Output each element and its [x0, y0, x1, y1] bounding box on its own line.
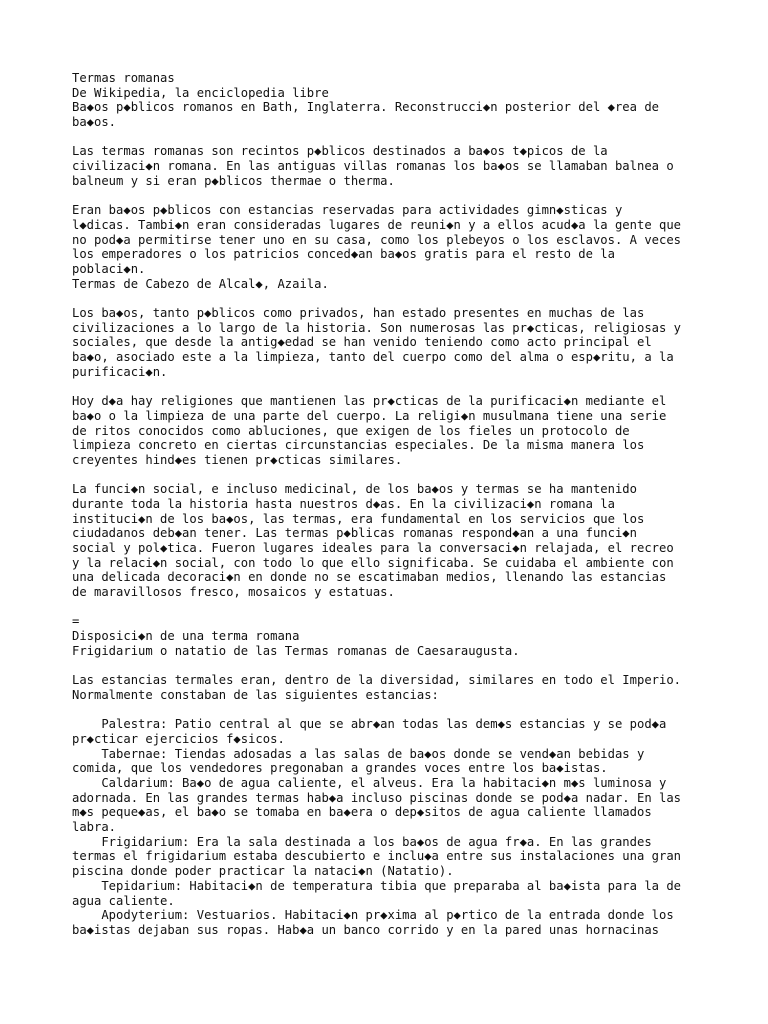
text-line: no pod◆a permitirse tener uno en su casa, como los plebeyos o los esclavos. A veces: [72, 232, 682, 247]
text-line: Caldarium: Ba◆o de agua caliente, el alveus. Era la habitaci◆n m◆s luminosa y: [72, 776, 667, 790]
text-line: Hoy d◆a hay religiones que mantienen las pr◆cticas de la purificaci◆n mediante el: [72, 394, 667, 409]
text-line: ba◆os.: [72, 115, 117, 130]
text-line: Eran ba◆os p◆blicos con estancias reservadas para actividades gimn◆sticas y: [72, 203, 623, 218]
document-page: [72, 71, 712, 938]
text-line: Tepidarium: Habitaci◆n de temperatura tibia que preparaba al ba◆ista para la de: [72, 878, 682, 893]
text-line: limpieza concreto en ciertas circunstancias especiales. De la misma manera los: [72, 438, 645, 453]
text-line: Termas romanas: [72, 71, 175, 85]
text-line: [72, 291, 712, 306]
text-line: ba◆o, asociado este a la limpieza, tanto del cuerpo como del alma o esp◆ritu, a la: [72, 350, 674, 365]
text-line: pr◆cticar ejercicios f◆sicos.: [72, 731, 285, 746]
text-line: l◆dicas. Tambi◆n eran consideradas lugares de reuni◆n y a ellos acud◆a la gente que: [72, 217, 682, 232]
text-line: m◆s peque◆as, el ba◆o se tomaba en ba◆era o dep◆sitos de agua caliente llamados: [72, 805, 652, 820]
text-line: Palestra: Patio central al que se abr◆an todas las dem◆s estancias y se pod◆a: [72, 717, 667, 732]
text-line: poblaci◆n.: [72, 261, 146, 276]
text-line: social y pol◆tica. Fueron lugares ideales para la conversaci◆n relajada, el recreo: [72, 541, 674, 555]
text-line: Disposici◆n de una terma romana: [72, 629, 300, 644]
text-line: [72, 703, 712, 718]
text-line: ba◆istas dejaban sus ropas. Hab◆a un banco corrido y en la pared unas hornacinas: [72, 922, 659, 937]
text-line: purificaci◆n.: [72, 364, 168, 379]
text-line: La funci◆n social, e incluso medicinal, de los ba◆os y termas se ha mantenido: [72, 482, 637, 497]
text-line: [72, 379, 712, 394]
text-line: [72, 468, 712, 483]
text-line: una delicada decoraci◆n en donde no se escatimaban medios, llenando las estancias: [72, 570, 667, 585]
text-line: [72, 130, 712, 145]
text-line: Normalmente constaban de las siguientes estancias:: [72, 687, 439, 702]
text-line: [72, 659, 712, 674]
text-line: adornada. En las grandes termas hab◆a incluso piscinas donde se pod◆a nadar. En las: [72, 790, 682, 805]
text-line: agua caliente.: [72, 893, 175, 908]
text-line: Tabernae: Tiendas adosadas a las salas de ba◆os donde se vend◆an bebidas y: [72, 746, 645, 761]
text-line: De Wikipedia, la enciclopedia libre: [72, 85, 329, 100]
text-line: Apodyterium: Vestuarios. Habitaci◆n pr◆xima al p◆rtico de la entrada donde los: [72, 908, 674, 923]
text-line: ba◆o o la limpieza de una parte del cuerpo. La religi◆n musulmana tiene una serie: [72, 408, 667, 423]
text-line: civilizaci◆n romana. En las antiguas villas romanas los ba◆os se llamaban balnea o: [72, 159, 674, 174]
text-line: los emperadores o los patricios conced◆an ba◆os gratis para el resto de la: [72, 247, 615, 262]
text-line: termas el frigidarium estaba descubierto e inclu◆a entre sus instalaciones una gran: [72, 849, 682, 864]
text-line: Las estancias termales eran, dentro de la diversidad, similares en todo el Imperio.: [72, 673, 682, 688]
text-line: [72, 600, 712, 615]
text-line: Frigidarium: Era la sala destinada a los ba◆os de agua fr◆a. En las grandes: [72, 834, 652, 849]
text-line: Los ba◆os, tanto p◆blicos como privados, han estado presentes en muchas de las: [72, 306, 645, 320]
text-line: y la relaci◆n social, con todo lo que ello significaba. Se cuidaba el ambiente con: [72, 555, 674, 570]
text-line: Frigidarium o natatio de las Termas romanas de Caesaraugusta.: [72, 643, 520, 658]
text-line: =: [72, 614, 80, 629]
text-line: labra.: [72, 820, 117, 835]
text-line: instituci◆n de los ba◆os, las termas, era fundamental en los servicios que los: [72, 511, 645, 526]
text-line: ciudadanos deb◆an tener. Las termas p◆blicas romanas respond◆an a una funci◆n: [72, 526, 637, 541]
text-line: sociales, que desde la antig◆edad se han venido teniendo como acto principal el: [72, 335, 652, 350]
text-line: creyentes hind◆es tienen pr◆cticas similares.: [72, 452, 403, 467]
text-line: durante toda la historia hasta nuestros d◆as. En la civilizaci◆n romana la: [72, 496, 615, 511]
text-line: civilizaciones a lo largo de la historia. Son numerosas las pr◆cticas, religiosas y: [72, 320, 682, 335]
text-line: piscina donde poder practicar la nataci◆n (Natatio).: [72, 864, 454, 879]
text-line: Las termas romanas son recintos p◆blicos destinados a ba◆os t◆picos de la: [72, 144, 608, 159]
text-line: [72, 189, 712, 204]
text-line: de maravillosos fresco, mosaicos y estatuas.: [72, 585, 395, 600]
text-line: Termas de Cabezo de Alcal◆, Azaila.: [72, 276, 329, 291]
text-line: de ritos conocidos como abluciones, que exigen de los fieles un protocolo de: [72, 423, 630, 438]
text-line: comida, que los vendedores pregonaban a grandes voces entre los ba◆istas.: [72, 761, 608, 776]
text-line: Ba◆os p◆blicos romanos en Bath, Inglaterra. Reconstrucci◆n posterior del ◆rea de: [72, 100, 659, 115]
text-line: balneum y si eran p◆blicos thermae o therma.: [72, 173, 395, 188]
